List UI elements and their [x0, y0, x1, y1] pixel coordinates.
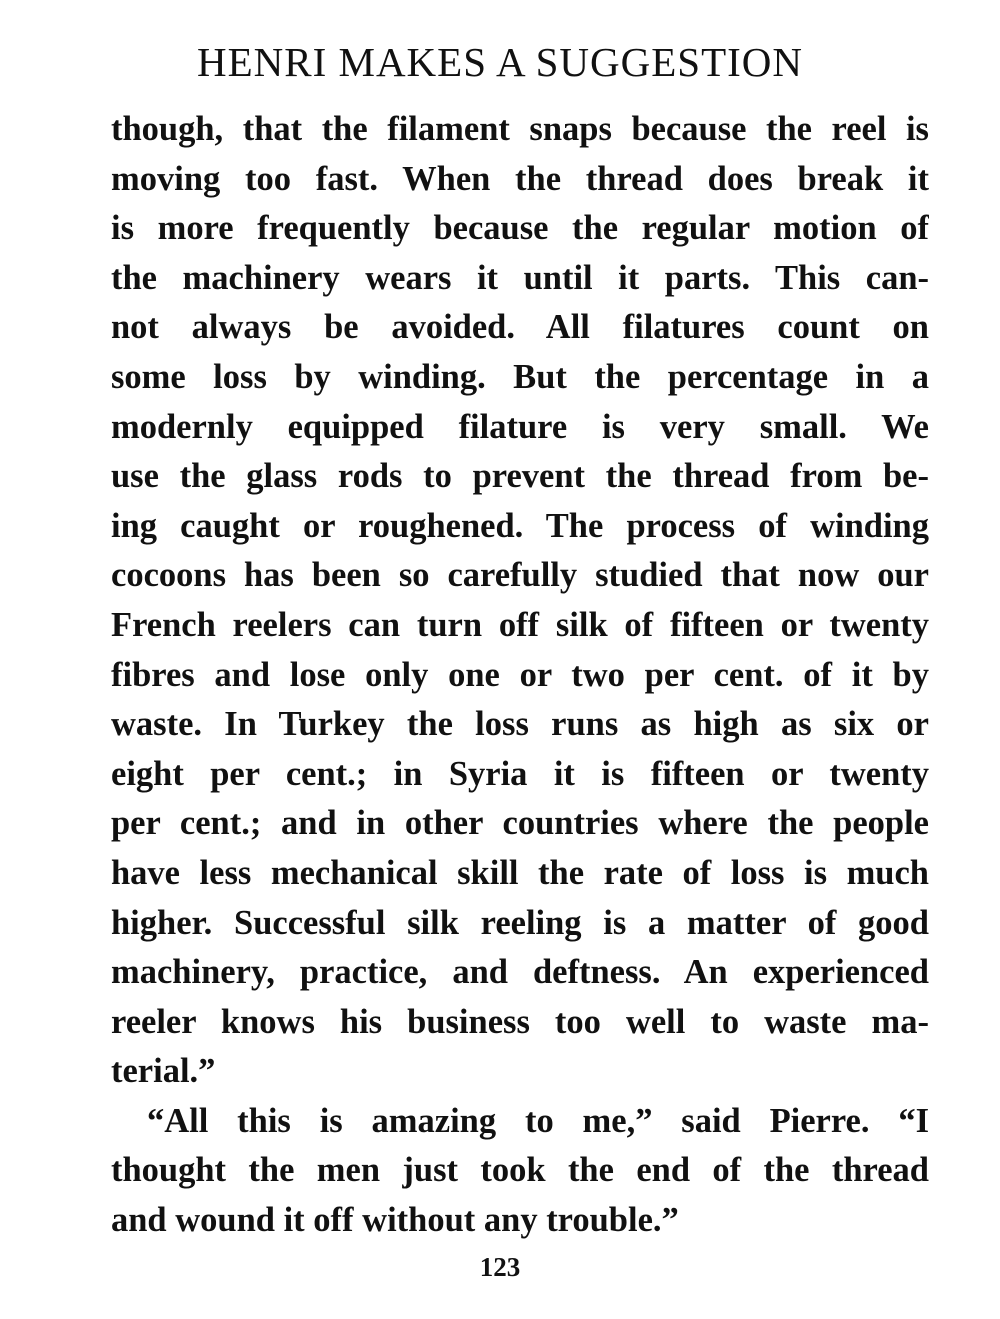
text-line: moving too fast. When the thread does break it — [111, 159, 929, 198]
text-line: though, that the filament snaps because the reel is — [111, 110, 929, 148]
page-number: 123 — [479, 1252, 521, 1282]
text-line: French reelers can turn off silk of fifteen or twenty — [111, 605, 929, 644]
text-line: waste. In Turkey the loss runs as high as six or — [111, 705, 929, 744]
text-line: the machinery wears it until it parts. This can- — [111, 258, 929, 297]
text-line: eight per cent.; in Syria it is fifteen or twenty — [111, 754, 929, 793]
text-line: ing caught or roughened. The process of winding — [111, 506, 929, 545]
text-line: modernly equipped filature is very small. We — [111, 407, 929, 446]
text-line: thought the men just took the end of the thread — [111, 1151, 929, 1190]
text-line: use the glass rods to prevent the thread from be- — [111, 457, 929, 496]
text-line: reeler knows his business too well to waste ma- — [111, 1002, 929, 1041]
body-text — [111, 105, 929, 1246]
text-line: not always be avoided. All filatures count on — [111, 308, 929, 347]
running-head: HENRI MAKES A SUGGESTION — [196, 39, 803, 85]
text-line: machinery, practice, and deftness. An experienced — [111, 953, 929, 992]
text-line: have less mechanical skill the rate of loss is much — [111, 853, 929, 892]
text-line: terial.” — [111, 1052, 216, 1091]
text-line: fibres and lose only one or two per cent. of it by — [111, 655, 929, 694]
text-line: is more frequently because the regular motion of — [111, 209, 929, 248]
text-line: some loss by winding. But the percentage in a — [111, 357, 929, 396]
text-line: and wound it off without any trouble.” — [111, 1201, 679, 1240]
text-line: per cent.; and in other countries where the people — [111, 804, 929, 843]
text-line: cocoons has been so carefully studied that now our — [111, 556, 929, 595]
text-line: “All this is amazing to me,” said Pierre. “I — [147, 1101, 929, 1140]
text-line: higher. Successful silk reeling is a matter of good — [111, 903, 929, 942]
